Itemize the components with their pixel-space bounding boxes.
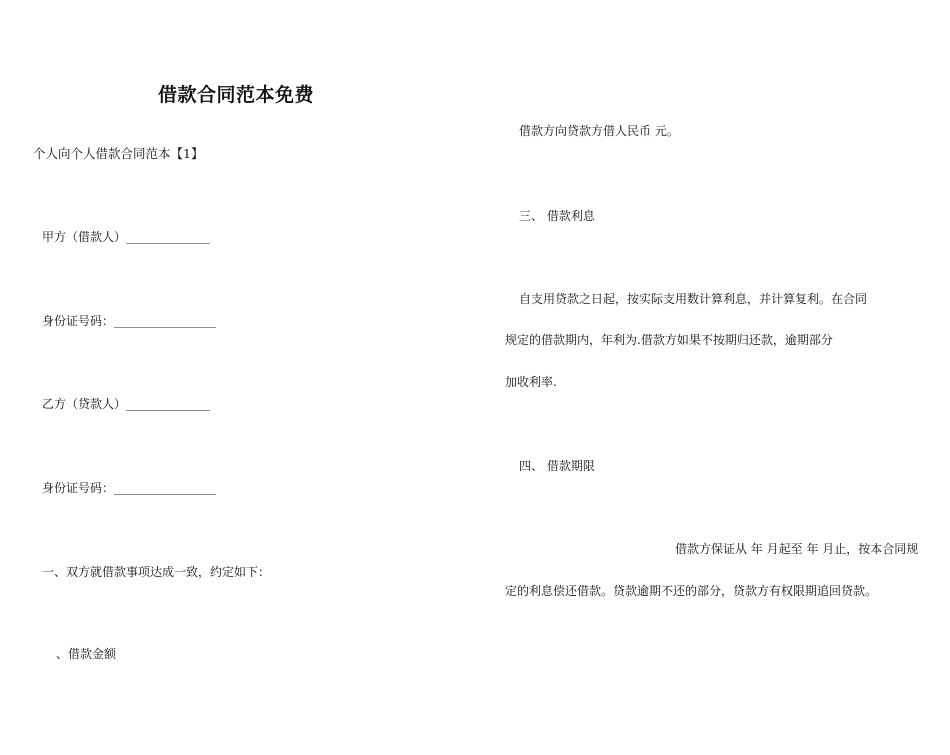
party-b-line: 乙方（贷款人）______________ xyxy=(42,397,211,411)
party-b-id-line: 身份证号码：_________________ xyxy=(42,481,217,495)
loan-amount-text: 借款方向贷款方借人民币 元。 xyxy=(519,124,679,138)
interest-paragraph-line-1: 自支用贷款之日起，按实际支用数计算利息，并计算复利。在合同 xyxy=(519,292,868,306)
section-three-heading: 三、 借款利息 xyxy=(519,209,595,223)
contract-subtitle: 个人向个人借款合同范本【1】 xyxy=(33,146,204,161)
section-one-heading: 一、双方就借款事项达成一致，约定如下： xyxy=(42,565,271,579)
interest-paragraph-line-2: 规定的借款期内，年利为.借款方如果不按期归还款，逾期部分 xyxy=(505,333,833,347)
party-a-id-line: 身份证号码：_________________ xyxy=(42,314,217,328)
party-a-line: 甲方（借款人）______________ xyxy=(42,230,211,244)
term-paragraph-line-1: 借款方保证从 年 月起至 年 月止，按本合同规 xyxy=(675,542,919,556)
section-four-heading: 四、 借款期限 xyxy=(519,459,595,473)
loan-amount-heading: 、借款金额 xyxy=(56,647,117,661)
interest-paragraph-line-3: 加收利率. xyxy=(505,375,557,389)
document-title: 借款合同范本免费 xyxy=(158,84,315,106)
term-paragraph-line-2: 定的利息偿还借款。贷款逾期不还的部分，贷款方有权限期追回贷款。 xyxy=(505,584,878,598)
